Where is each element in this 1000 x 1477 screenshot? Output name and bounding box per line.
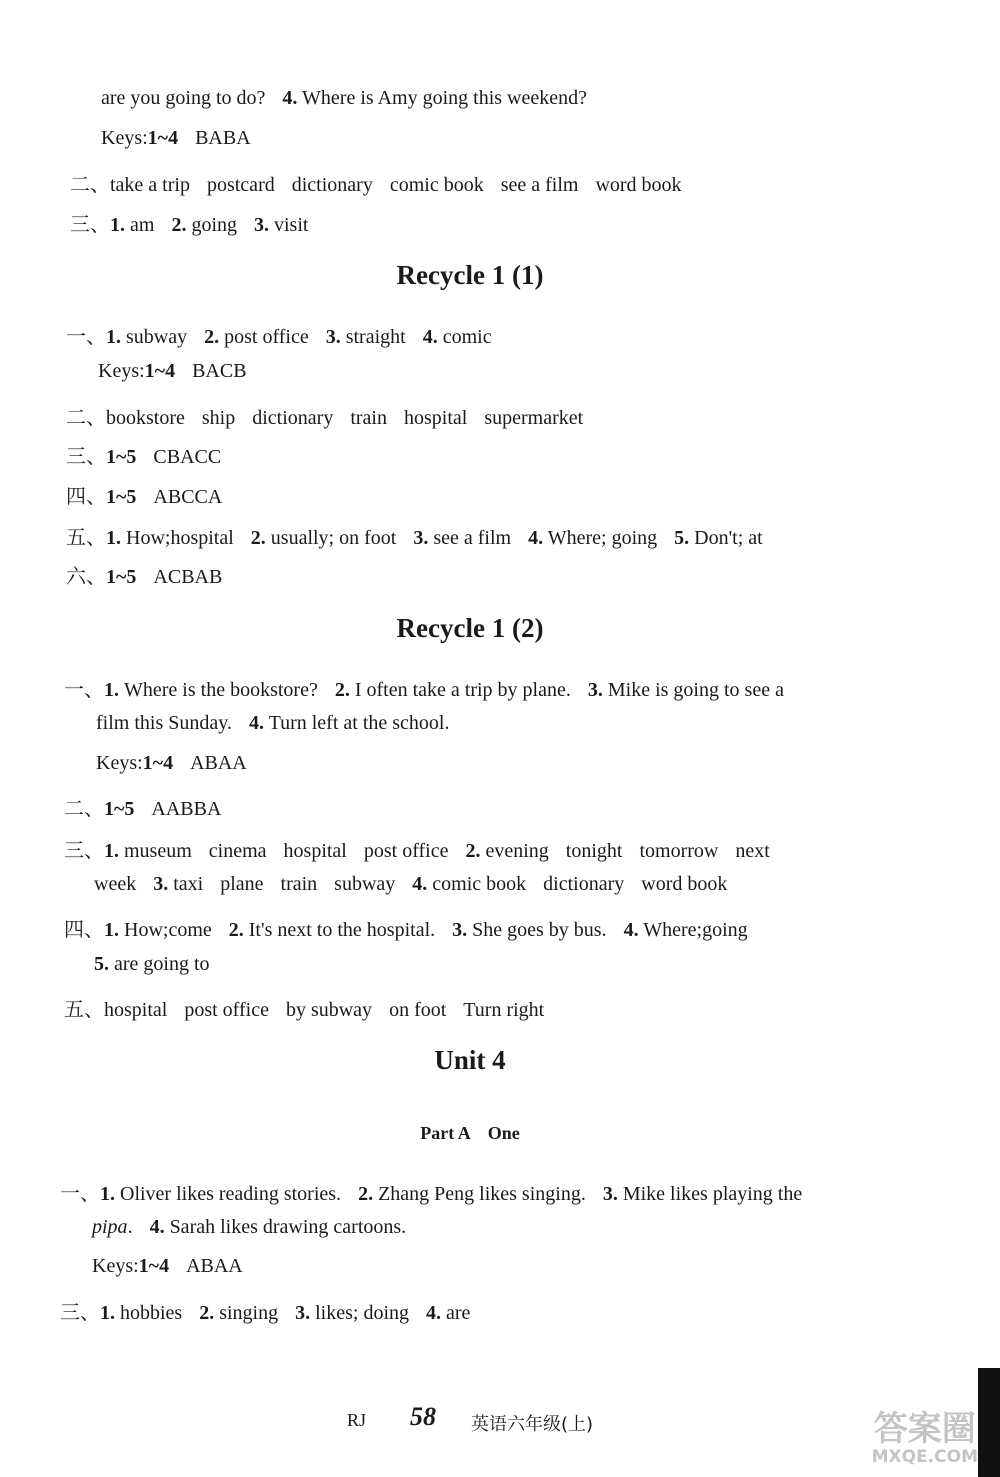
answer-line: pipa. 4. Sarah likes drawing cartoons. — [92, 1216, 407, 1238]
answer-line: week 3. taxi plane train subway 4. comic book dictionary word book — [94, 873, 728, 895]
unit-heading: Unit 4 — [434, 1045, 506, 1075]
page-number: 58 — [410, 1402, 436, 1431]
answer-keys: Keys:1~4 BACB — [98, 360, 247, 382]
answer-line: 三、1. museum cinema hospital post office 2. evening tonight tomorrow next — [64, 840, 770, 862]
answer-line: 五、hospital post office by subway on foot Turn right — [64, 999, 545, 1021]
edition-code: RJ — [347, 1410, 367, 1430]
part-heading: Part A One — [420, 1123, 520, 1143]
answer-line: 三、1. hobbies 2. singing 3. likes; doing 4. are — [60, 1302, 471, 1324]
answer-line: 一、1. subway 2. post office 3. straight 4. comic — [66, 326, 492, 348]
answer-line: film this Sunday. 4. Turn left at the school. — [96, 712, 450, 734]
answer-line: 四、1~5 ABCCA — [66, 486, 223, 508]
section-heading: Recycle 1 (1) — [396, 260, 544, 290]
answer-keys: Keys:1~4 BABA — [101, 127, 251, 149]
answer-line: 一、1. Oliver likes reading stories. 2. Zhang Peng likes singing. 3. Mike likes playing the — [60, 1183, 803, 1205]
answer-line: 五、1. How;hospital 2. usually; on foot 3. see a film 4. Where; going 5. Don't; at — [66, 527, 763, 549]
answer-line: 三、1~5 CBACC — [66, 446, 222, 468]
answer-line: 二、take a trip postcard dictionary comic book see a film word book — [70, 174, 682, 196]
answer-line: 二、bookstore ship dictionary train hospital supermarket — [66, 407, 584, 429]
book-title: 英语六年级(上) — [471, 1414, 594, 1435]
answer-line: 三、1. am 2. going 3. visit — [70, 214, 309, 236]
answer-keys: Keys:1~4 ABAA — [92, 1255, 243, 1277]
answer-keys: Keys:1~4 ABAA — [96, 752, 247, 774]
answer-line: 二、1~5 AABBA — [64, 798, 222, 820]
page-edge — [978, 1368, 1000, 1477]
answer-line: 5. are going to — [94, 953, 210, 975]
section-heading: Recycle 1 (2) — [396, 613, 544, 643]
watermark: 答案圈 MXQE.COM — [871, 1409, 978, 1467]
answer-line: 一、1. Where is the bookstore? 2. I often take a trip by plane. 3. Mike is going to see a — [64, 679, 784, 701]
answer-line: 六、1~5 ACBAB — [66, 566, 223, 588]
answer-line: are you going to do? 4. Where is Amy going this weekend? — [101, 87, 587, 109]
answer-line: 四、1. How;come 2. It's next to the hospital. 3. She goes by bus. 4. Where;going — [64, 919, 748, 941]
